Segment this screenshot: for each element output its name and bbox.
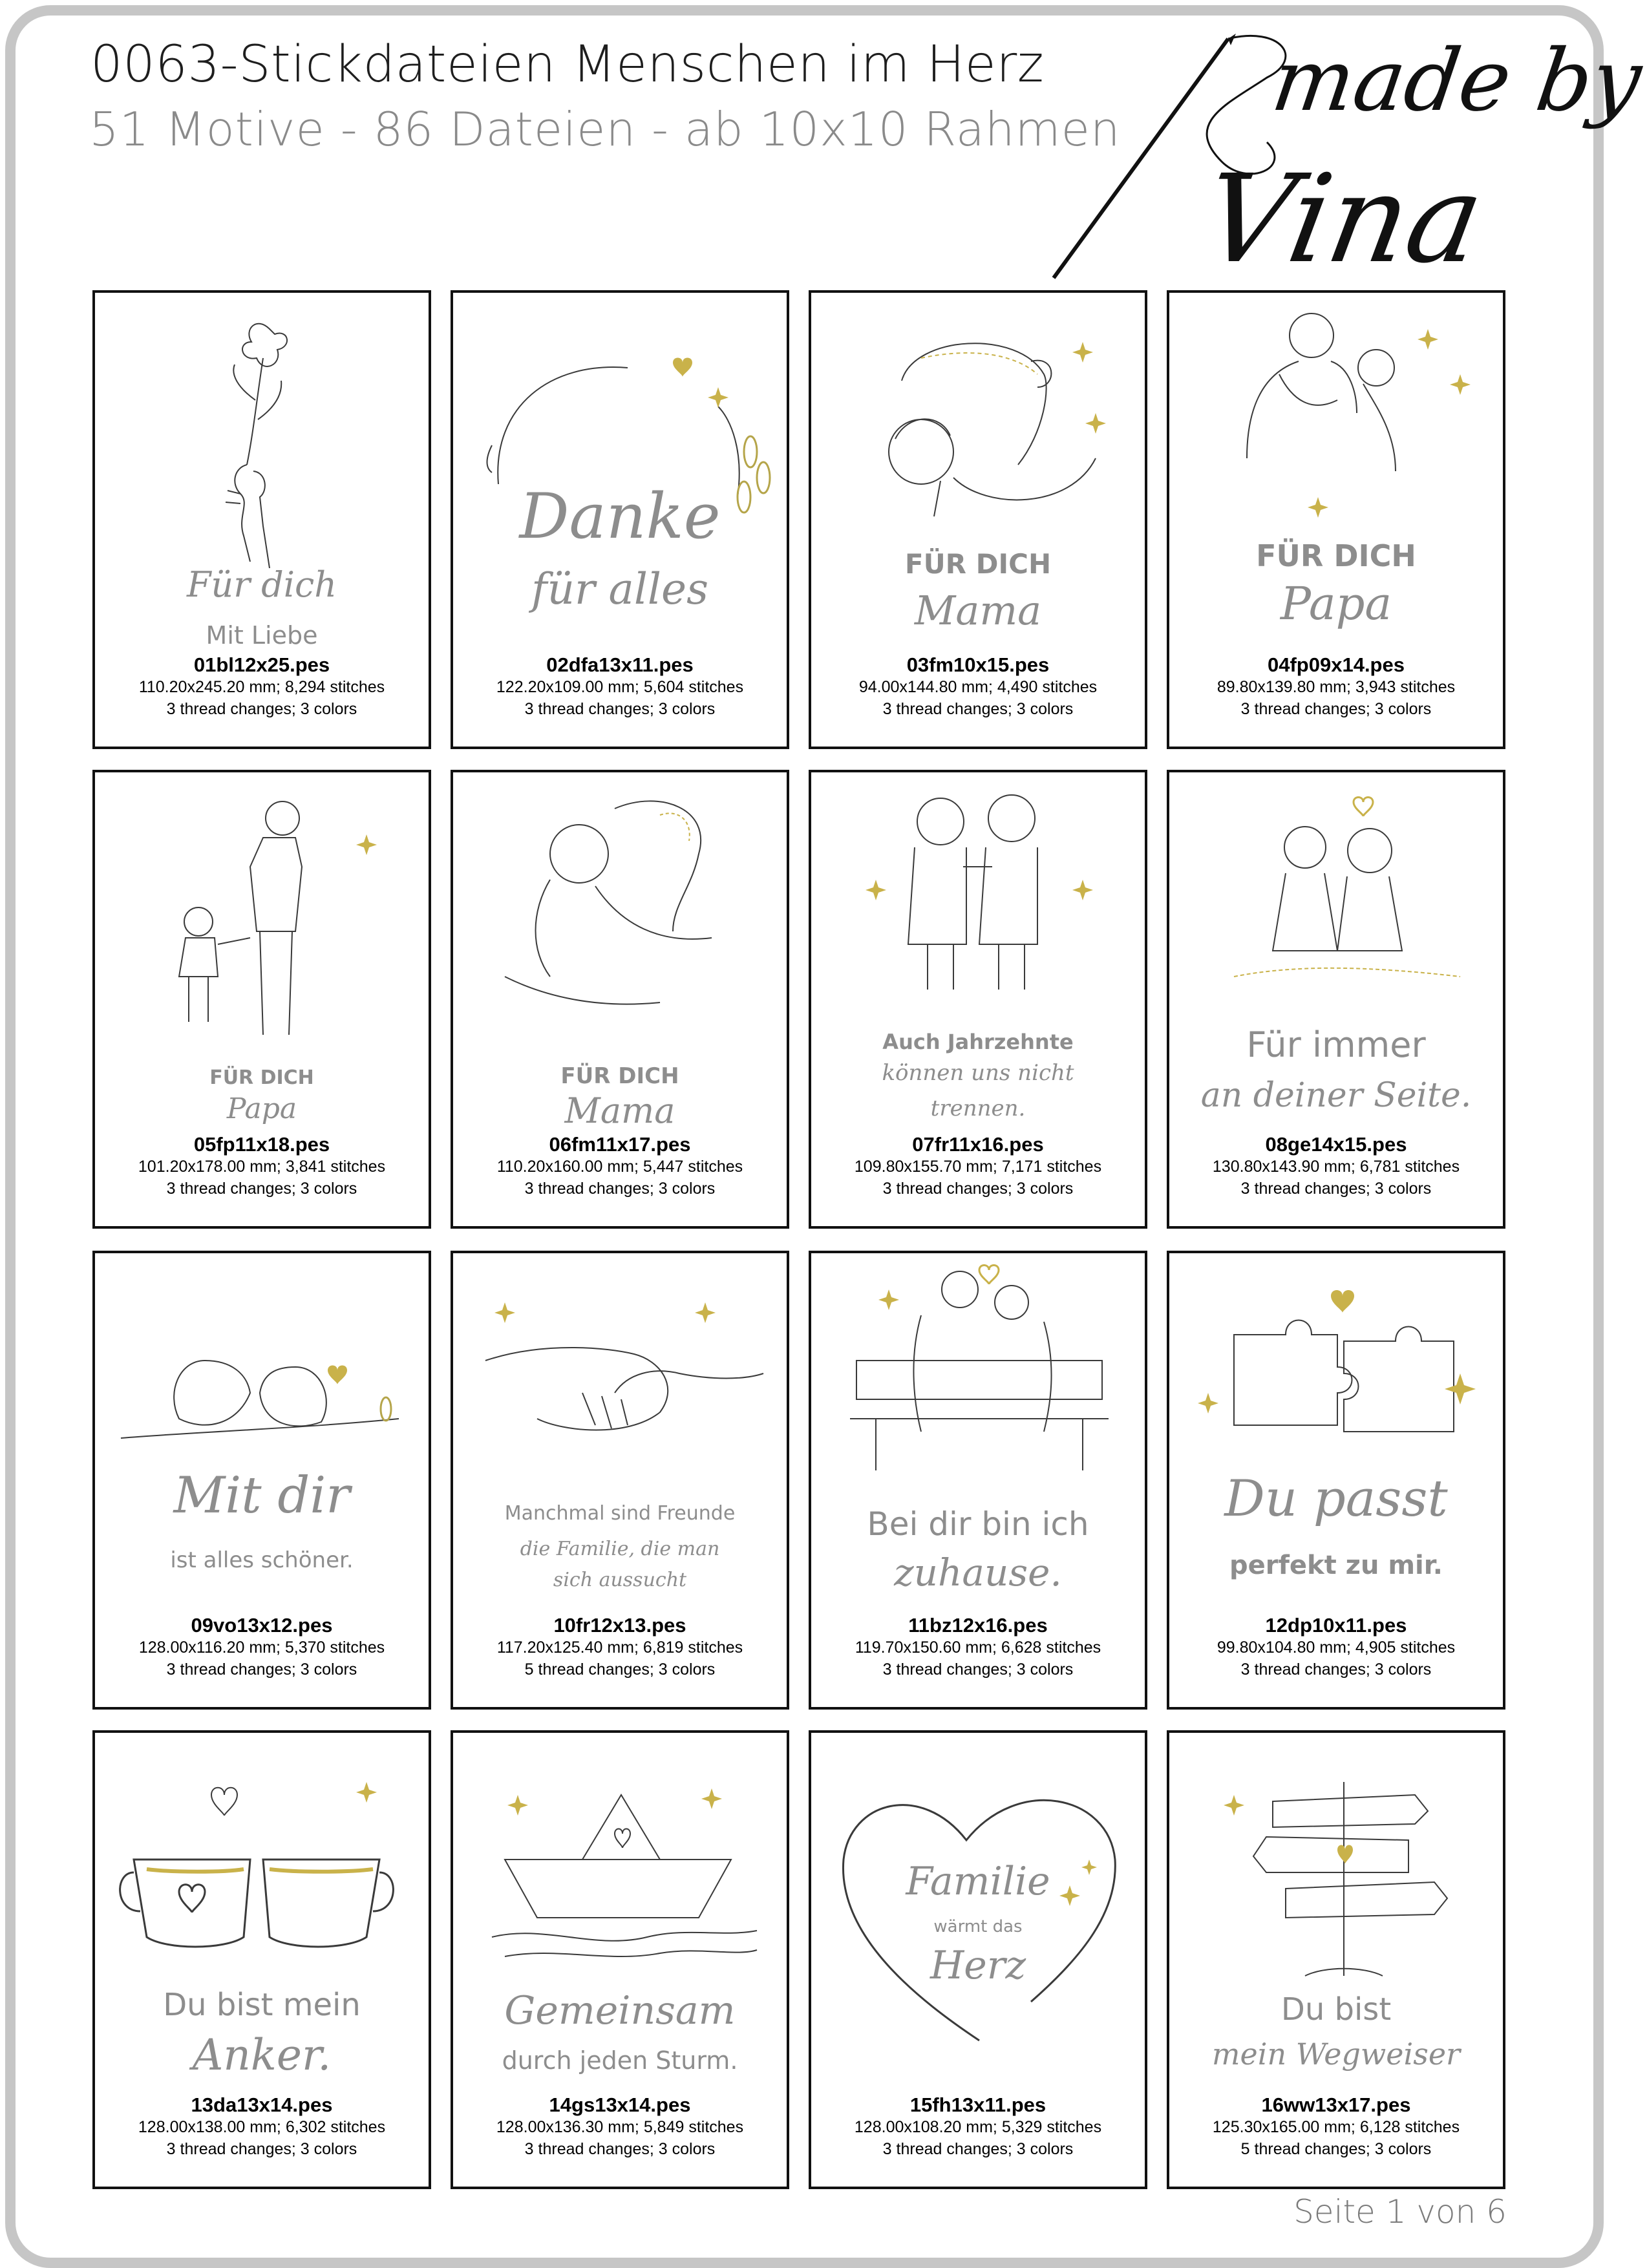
two-girls-illustration (824, 783, 1132, 1106)
design-card[interactable] (1167, 1251, 1505, 1710)
card-caption-line2: können uns nicht (882, 1060, 1074, 1086)
card-caption-line2: für alles (531, 564, 708, 614)
logo-text-made-by: made by (1266, 31, 1647, 131)
card-caption-line2: Papa (226, 1092, 297, 1125)
design-card[interactable] (92, 1251, 431, 1710)
card-caption-line1: Bei dir bin ich (867, 1505, 1089, 1543)
puzzle-pieces-illustration (1182, 1264, 1490, 1587)
card-filename: 05fp11x18.pes (193, 1133, 330, 1156)
card-caption-line1: Du passt (1224, 1470, 1448, 1528)
card-caption-line1: Mit dir (173, 1467, 350, 1525)
card-dimensions: 128.00x136.30 mm; 5,849 stitches (496, 2118, 744, 2136)
card-filename: 15fh13x11.pes (909, 2093, 1047, 2116)
card-filename: 16ww13x17.pes (1261, 2093, 1411, 2116)
card-caption-line2: Anker. (192, 2030, 332, 2080)
card-dimensions: 119.70x150.60 mm; 6,628 stitches (855, 1638, 1101, 1657)
card-caption-line1: FÜR DICH (904, 548, 1052, 580)
card-caption-line1: Du bist mein (163, 1987, 361, 2023)
card-colors: 3 thread changes; 3 colors (882, 2140, 1074, 2158)
card-caption-line1: FÜR DICH (209, 1066, 314, 1089)
design-card[interactable] (1167, 290, 1505, 749)
card-dimensions: 128.00x116.20 mm; 5,370 stitches (138, 1638, 385, 1657)
card-caption-line2: Mama (914, 587, 1042, 634)
card-filename: 08ge14x15.pes (1265, 1133, 1407, 1156)
card-filename: 10fr12x13.pes (553, 1614, 686, 1637)
card-colors: 5 thread changes; 3 colors (524, 1660, 716, 1679)
card-caption-line2: Papa (1280, 577, 1392, 630)
card-colors: 3 thread changes; 3 colors (166, 700, 357, 718)
card-caption-line2: durch jeden Sturm. (502, 2046, 738, 2075)
design-card[interactable] (92, 770, 431, 1229)
card-colors: 3 thread changes; 3 colors (1240, 1660, 1432, 1679)
card-colors: 3 thread changes; 3 colors (524, 1180, 716, 1198)
card-filename: 07fr11x16.pes (912, 1133, 1044, 1156)
card-caption-line2: Mama (564, 1090, 675, 1131)
card-colors: 3 thread changes; 3 colors (882, 1180, 1074, 1198)
card-caption-line1: Gemeinsam (504, 1988, 736, 2033)
card-dimensions: 125.30x165.00 mm; 6,128 stitches (1212, 2118, 1460, 2136)
card-caption-line2: zuhause. (894, 1551, 1062, 1595)
card-dimensions: 128.00x108.20 mm; 5,329 stitches (854, 2118, 1102, 2136)
card-colors: 3 thread changes; 3 colors (166, 1660, 357, 1679)
card-filename: 02dfa13x11.pes (546, 653, 694, 676)
design-card[interactable] (451, 1251, 789, 1710)
card-dimensions: 128.00x138.00 mm; 6,302 stitches (138, 2118, 386, 2136)
card-caption-line2: an deiner Seite. (1200, 1076, 1472, 1115)
card-filename: 06fm11x17.pes (549, 1133, 691, 1156)
card-dimensions: 122.20x109.00 mm; 5,604 stitches (496, 678, 744, 696)
logo-text-vina: Vina (1193, 149, 1494, 290)
design-card[interactable] (1167, 1730, 1505, 2189)
card-caption-line1: Manchmal sind Freunde (504, 1502, 736, 1525)
card-caption-line1: FÜR DICH (560, 1063, 679, 1089)
lovebirds-illustration (108, 1264, 416, 1587)
design-card[interactable] (92, 290, 431, 749)
card-colors: 3 thread changes; 3 colors (166, 1180, 357, 1198)
card-caption-line1: Für immer (1246, 1024, 1426, 1065)
design-card[interactable] (451, 290, 789, 749)
card-filename: 12dp10x11.pes (1265, 1614, 1407, 1637)
card-caption-line1: FÜR DICH (1256, 538, 1416, 573)
card-caption-line1: Du bist (1280, 1991, 1392, 2028)
page-title: 0063-Stickdateien Menschen im Herz (90, 36, 1045, 94)
made-by-vina-logo (1034, 19, 1647, 291)
card-caption-line2: Mit Liebe (206, 621, 318, 650)
card-colors: 3 thread changes; 3 colors (1240, 1180, 1432, 1198)
card-dimensions: 101.20x178.00 mm; 3,841 stitches (138, 1158, 386, 1176)
card-colors: 3 thread changes; 3 colors (166, 2140, 357, 2158)
card-colors: 3 thread changes; 3 colors (1240, 700, 1432, 718)
card-dimensions: 110.20x160.00 mm; 5,447 stitches (496, 1158, 743, 1176)
card-caption-line3: trennen. (930, 1096, 1026, 1121)
design-card[interactable] (809, 1730, 1147, 2189)
page-number: Seite 1 von 6 (1293, 2193, 1507, 2231)
card-caption-line3: sich aussucht (553, 1569, 687, 1591)
card-caption-line1: Danke (519, 480, 721, 553)
card-caption-line1: Für dich (186, 564, 337, 605)
card-caption-line3: Herz (930, 1943, 1026, 1988)
card-colors: 5 thread changes; 3 colors (1240, 2140, 1432, 2158)
card-filename: 14gs13x14.pes (549, 2093, 691, 2116)
card-caption-line2: perfekt zu mir. (1229, 1551, 1443, 1580)
card-dimensions: 89.80x139.80 mm; 3,943 stitches (1217, 678, 1456, 696)
heart-outline-illustration (824, 1743, 1132, 2066)
design-card[interactable] (809, 770, 1147, 1229)
card-caption-line1: Familie (906, 1859, 1050, 1904)
card-colors: 3 thread changes; 3 colors (524, 2140, 716, 2158)
card-filename: 11bz12x16.pes (908, 1614, 1048, 1637)
card-dimensions: 110.20x245.20 mm; 8,294 stitches (138, 678, 385, 696)
card-caption-line1: Auch Jahrzehnte (882, 1030, 1074, 1054)
card-dimensions: 130.80x143.90 mm; 6,781 stitches (1212, 1158, 1460, 1176)
card-filename: 09vo13x12.pes (191, 1614, 333, 1637)
card-caption-line2: die Familie, die man (520, 1538, 720, 1560)
design-card[interactable] (1167, 770, 1505, 1229)
design-card[interactable] (809, 290, 1147, 749)
card-caption-line2: wärmt das (933, 1917, 1023, 1936)
design-card[interactable] (451, 1730, 789, 2189)
card-caption-line2: mein Wegweiser (1211, 2037, 1461, 2072)
card-caption-line2: ist alles schöner. (170, 1547, 354, 1573)
card-dimensions: 109.80x155.70 mm; 7,171 stitches (854, 1158, 1102, 1176)
card-filename: 03fm10x15.pes (906, 653, 1050, 676)
card-dimensions: 99.80x104.80 mm; 4,905 stitches (1217, 1638, 1456, 1657)
design-card[interactable] (92, 1730, 431, 2189)
card-colors: 3 thread changes; 3 colors (524, 700, 716, 718)
card-filename: 04fp09x14.pes (1268, 653, 1405, 676)
design-card[interactable] (809, 1251, 1147, 1710)
page-subtitle: 51 Motive - 86 Dateien - ab 10x10 Rahmen (89, 102, 1121, 156)
design-card[interactable] (451, 770, 789, 1229)
father-son-walking-illustration (108, 783, 416, 1106)
card-filename: 13da13x14.pes (191, 2093, 333, 2116)
card-dimensions: 94.00x144.80 mm; 4,490 stitches (858, 678, 1098, 696)
card-colors: 3 thread changes; 3 colors (882, 1660, 1074, 1679)
card-filename: 01bl12x25.pes (193, 653, 330, 676)
card-colors: 3 thread changes; 3 colors (882, 700, 1074, 718)
card-dimensions: 117.20x125.40 mm; 6,819 stitches (496, 1638, 743, 1657)
mother-daughter-hug-illustration (466, 783, 774, 1106)
